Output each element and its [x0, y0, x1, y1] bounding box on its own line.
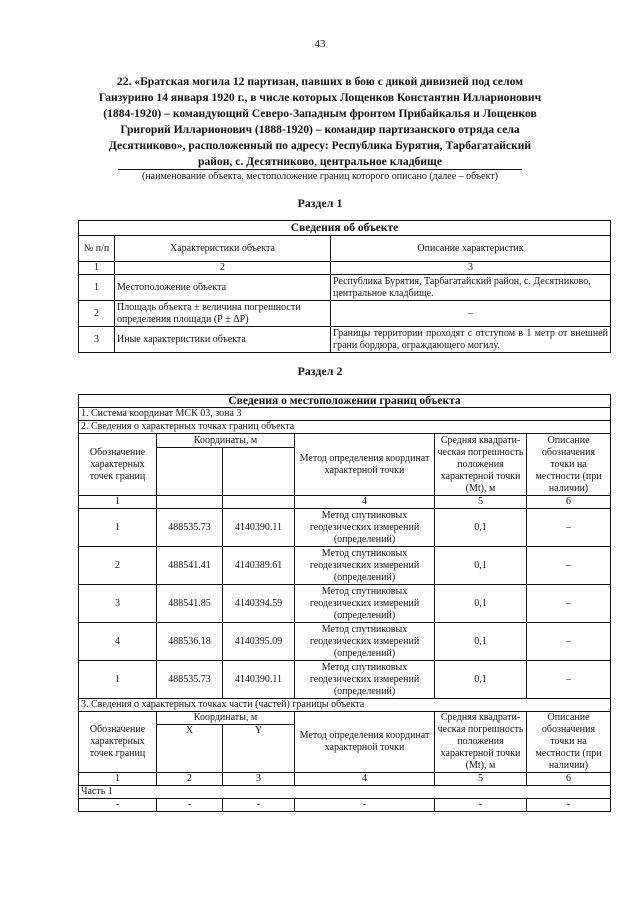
point-error: 0,1 — [435, 661, 527, 699]
point-method: Метод спутниковых геодезических измерений (определений) — [295, 585, 435, 623]
point-description: – — [527, 547, 611, 585]
col-number: 2 — [115, 262, 331, 275]
part-cell: - — [79, 799, 157, 812]
point-error: 0,1 — [435, 509, 527, 547]
row-num: 3 — [79, 327, 115, 353]
point-y: 4140395.09 — [223, 623, 295, 661]
col-number: 4 — [295, 773, 435, 786]
object-info-table-title: Сведения об объекте — [79, 221, 611, 236]
header-characteristics: Характеристики объекта — [115, 236, 331, 262]
points-section-title: 2. Сведения о характерных точках границ объекта — [79, 421, 611, 434]
point-x: 488535.73 — [157, 661, 223, 699]
row-characteristic: Иные характеристики объекта — [115, 327, 331, 353]
col-number: 6 — [527, 496, 611, 509]
part-cell: - — [157, 799, 223, 812]
part-cell: - — [223, 799, 295, 812]
point-description: – — [527, 509, 611, 547]
header-x: X — [157, 725, 223, 773]
col-number-empty — [223, 496, 295, 509]
col-number: 1 — [79, 496, 157, 509]
row-description: Республика Бурятия, Тарбагатайский район, с. Десятниково, центральное кладбище. — [331, 275, 611, 301]
table-row — [79, 799, 611, 812]
col-number: 4 — [295, 496, 435, 509]
point-description: – — [527, 585, 611, 623]
col-number: 3 — [223, 773, 295, 786]
table-row — [79, 623, 611, 661]
parts-section-title: 3. Сведения о характерных точках части (частей) границы объекта — [79, 699, 611, 712]
row-num: 2 — [79, 301, 115, 327]
col-number: 1 — [79, 262, 115, 275]
point-id: 4 — [79, 623, 157, 661]
point-x: 488541.85 — [157, 585, 223, 623]
section-2-title: Раздел 2 — [297, 364, 343, 378]
col-number: 1 — [79, 773, 157, 786]
header-y: Y — [223, 725, 295, 773]
part-label: Часть 1 — [79, 786, 611, 799]
table-row — [79, 547, 611, 585]
header-num: № п/п — [79, 236, 115, 262]
header-designation: Обозначение характерных точек границ — [79, 434, 157, 496]
point-error: 0,1 — [435, 585, 527, 623]
point-y: 4140390.11 — [223, 509, 295, 547]
col-number: 5 — [435, 773, 527, 786]
boundary-points-table — [78, 394, 611, 812]
col-number: 5 — [435, 496, 527, 509]
point-x: 488541.41 — [157, 547, 223, 585]
header-y-empty — [223, 448, 295, 496]
coordinate-system: 1. Система координат МСК 03, зона 3 — [79, 408, 611, 421]
object-title: 22. «Братская могила 12 партизан, павших в бою с дикой дивизией под селом Ганзурино 14 января 1920 г., в числе которых Лощенков Константин Илларионович (1884-1920) – командующий Северо-Западным фронтом Прибайкалья и Лощенков Григорий Илларионович (1888-1920) – командир партизанского отряда села Десятниково», расположенный по адресу: Республика Бурятия, Тарбагатайский район, с. Десятниково, центральное кладбище — [98, 75, 542, 168]
point-y: 4140394.59 — [223, 585, 295, 623]
col-number: 2 — [157, 773, 223, 786]
header-description: Описание характеристик — [331, 236, 611, 262]
header-point-description-b: Описание обозначения точки на местности (при наличии) — [527, 712, 611, 773]
col-number: 6 — [527, 773, 611, 786]
header-x-empty — [157, 448, 223, 496]
row-characteristic: Площадь объекта ± величина погрешности определения площади (Р ± ΔР) — [115, 301, 331, 327]
point-method: Метод спутниковых геодезических измерений (определений) — [295, 661, 435, 699]
part-cell: - — [295, 799, 435, 812]
row-description: – — [331, 301, 611, 327]
point-id: 3 — [79, 585, 157, 623]
row-description: Границы территории проходят с отступом в 1 метр от внешней грани бордюра, ограждающего могилу. — [331, 327, 611, 353]
point-id: 1 — [79, 509, 157, 547]
point-method: Метод спутниковых геодезических измерений (определений) — [295, 547, 435, 585]
row-characteristic: Местоположение объекта — [115, 275, 331, 301]
header-error: Средняя квадрати-ческая погрешность положения характерной точки (Mt), м — [435, 434, 527, 496]
boundary-table-title: Сведения о местоположении границ объекта — [79, 395, 611, 408]
object-title-caption: (наименование объекта, местоположение границ которого описано (далее – объект) — [141, 171, 499, 182]
point-y: 4140389.61 — [223, 547, 295, 585]
header-method-b: Метод определения координат характерной точки — [295, 712, 435, 773]
point-x: 488535.73 — [157, 509, 223, 547]
table-row — [79, 275, 611, 301]
point-y: 4140390.11 — [223, 661, 295, 699]
table-row — [79, 327, 611, 353]
header-designation-b: Обозначение характерных точек границ — [79, 712, 157, 773]
point-method: Метод спутниковых геодезических измерений (определений) — [295, 623, 435, 661]
header-point-description: Описание обозначения точки на местности (при наличии) — [527, 434, 611, 496]
point-id: 2 — [79, 547, 157, 585]
title-underline — [118, 169, 522, 170]
table-row — [79, 585, 611, 623]
point-id: 1 — [79, 661, 157, 699]
col-number-empty — [157, 496, 223, 509]
section-1-title: Раздел 1 — [297, 196, 343, 210]
part-cell: - — [435, 799, 527, 812]
header-coordinates: Координаты, м — [157, 434, 295, 448]
col-number: 3 — [331, 262, 611, 275]
point-method: Метод спутниковых геодезических измерений (определений) — [295, 509, 435, 547]
point-x: 488536.18 — [157, 623, 223, 661]
table-row — [79, 301, 611, 327]
header-error-b: Средняя квадрати-ческая погрешность положения характерной точки (Mt), м — [435, 712, 527, 773]
table-row — [79, 661, 611, 699]
row-num: 1 — [79, 275, 115, 301]
point-error: 0,1 — [435, 623, 527, 661]
point-description: – — [527, 623, 611, 661]
part-cell: - — [527, 799, 611, 812]
object-info-table — [78, 220, 611, 353]
table-row — [79, 509, 611, 547]
header-method: Метод определения координат характерной точки — [295, 434, 435, 496]
page-number: 43 — [314, 38, 326, 50]
point-error: 0,1 — [435, 547, 527, 585]
header-coordinates-b: Координаты, м — [157, 712, 295, 725]
point-description: – — [527, 661, 611, 699]
